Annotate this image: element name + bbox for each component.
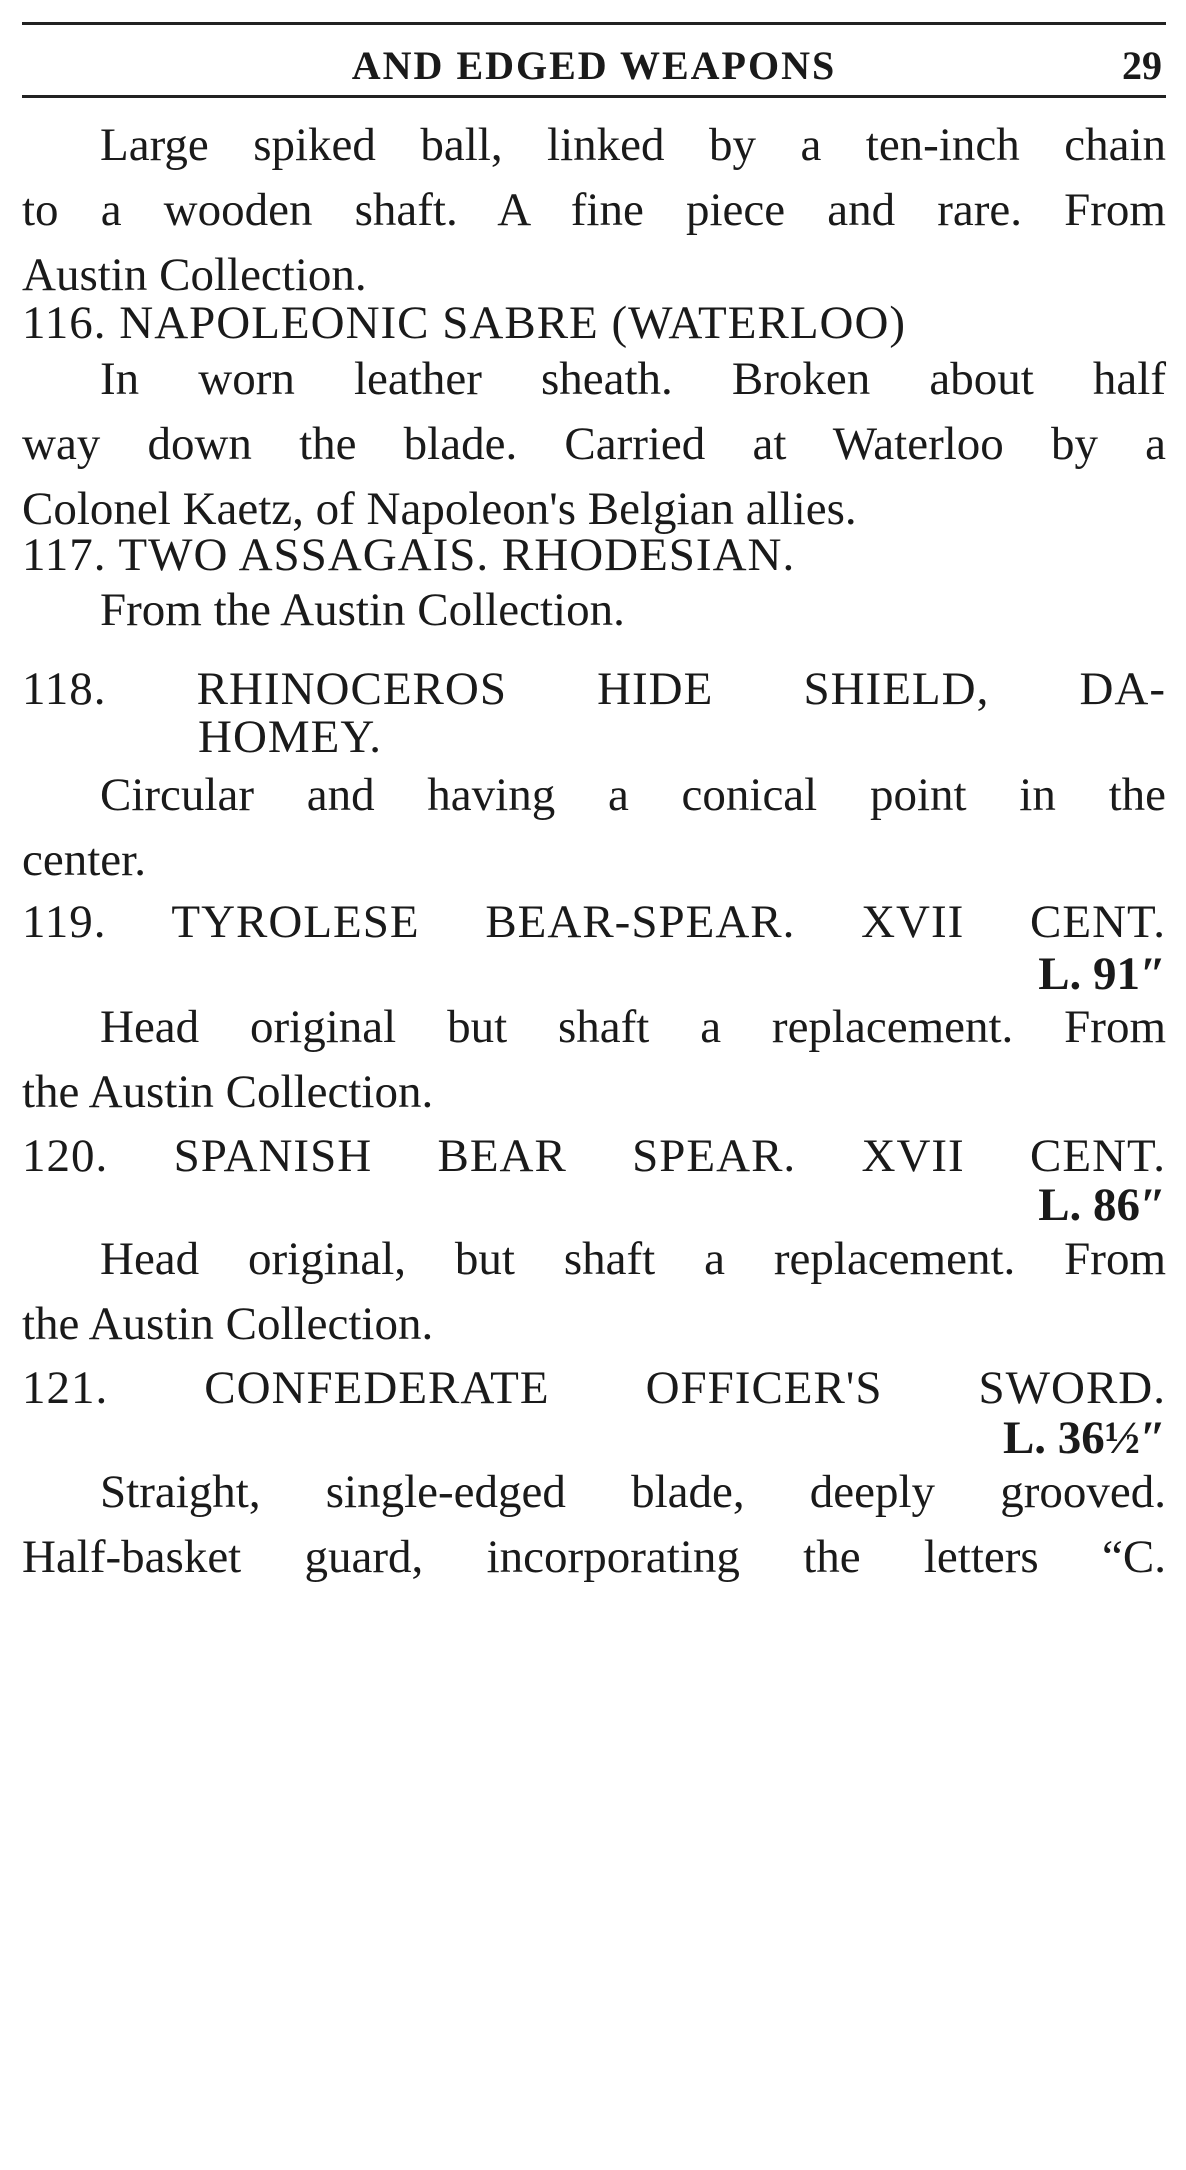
paragraph-line: Head original, but shaft a replacement. From [100,1233,1166,1285]
entry-121-length: L. 36½″ [1002,1412,1166,1464]
entry-116-title: 116. NAPOLEONIC SABRE (WATERLOO) [22,297,907,349]
paragraph-line: the Austin Collection. [22,1298,434,1350]
paragraph-line: Colonel Kaetz, of Napoleon's Belgian allies. [22,483,857,535]
entry-116-description [22,347,1166,542]
page [22,0,1166,2170]
paragraph-line: From the Austin Collection. [100,584,625,636]
running-head-title: AND EDGED WEAPONS [351,43,837,88]
paragraph-line: to a wooden shaft. A fine piece and rare. From [22,184,1166,236]
entry-118-title: 118. RHINOCEROS HIDE SHIELD, DA- [22,663,1166,715]
paragraph-line: Circular and having a conical point in the [100,769,1166,821]
entry-120-description [22,1227,1166,1357]
entry-119-description [22,995,1166,1125]
entry-121-description [22,1460,1166,1590]
paragraph-line: In worn leather sheath. Broken about half [100,353,1166,405]
entry-120-length: L. 86″ [1038,1179,1166,1231]
running-header [22,22,1166,98]
page-number: 29 [1122,43,1162,88]
paragraph-line: center. [22,834,146,886]
entry-121-title: 121. CONFEDERATE OFFICER'S SWORD. [22,1362,1166,1414]
paragraph-line: way down the blade. Carried at Waterloo by a [22,418,1166,470]
entry-118-description [22,763,1166,893]
paragraph-line: Half-basket guard, incorporating the letters “C. [22,1531,1166,1583]
paragraph-line: Large spiked ball, linked by a ten-inch chain [100,119,1166,171]
intro-paragraph [22,113,1166,308]
entry-117-title: 117. TWO ASSAGAIS. RHODESIAN. [22,529,796,581]
paragraph-line: Head original but shaft a replacement. From [100,1001,1166,1053]
entry-118-title-continuation: HOMEY. [198,711,383,763]
paragraph-line: Straight, single-edged blade, deeply grooved. [100,1466,1166,1518]
entry-120-title: 120. SPANISH BEAR SPEAR. XVII CENT. [22,1130,1166,1182]
entry-119-length: L. 91″ [1038,948,1166,1000]
paragraph-line: the Austin Collection. [22,1066,434,1118]
paragraph-line: Austin Collection. [22,249,367,301]
entry-119-title: 119. TYROLESE BEAR-SPEAR. XVII CENT. [22,896,1166,948]
entry-117-description [22,578,1166,643]
